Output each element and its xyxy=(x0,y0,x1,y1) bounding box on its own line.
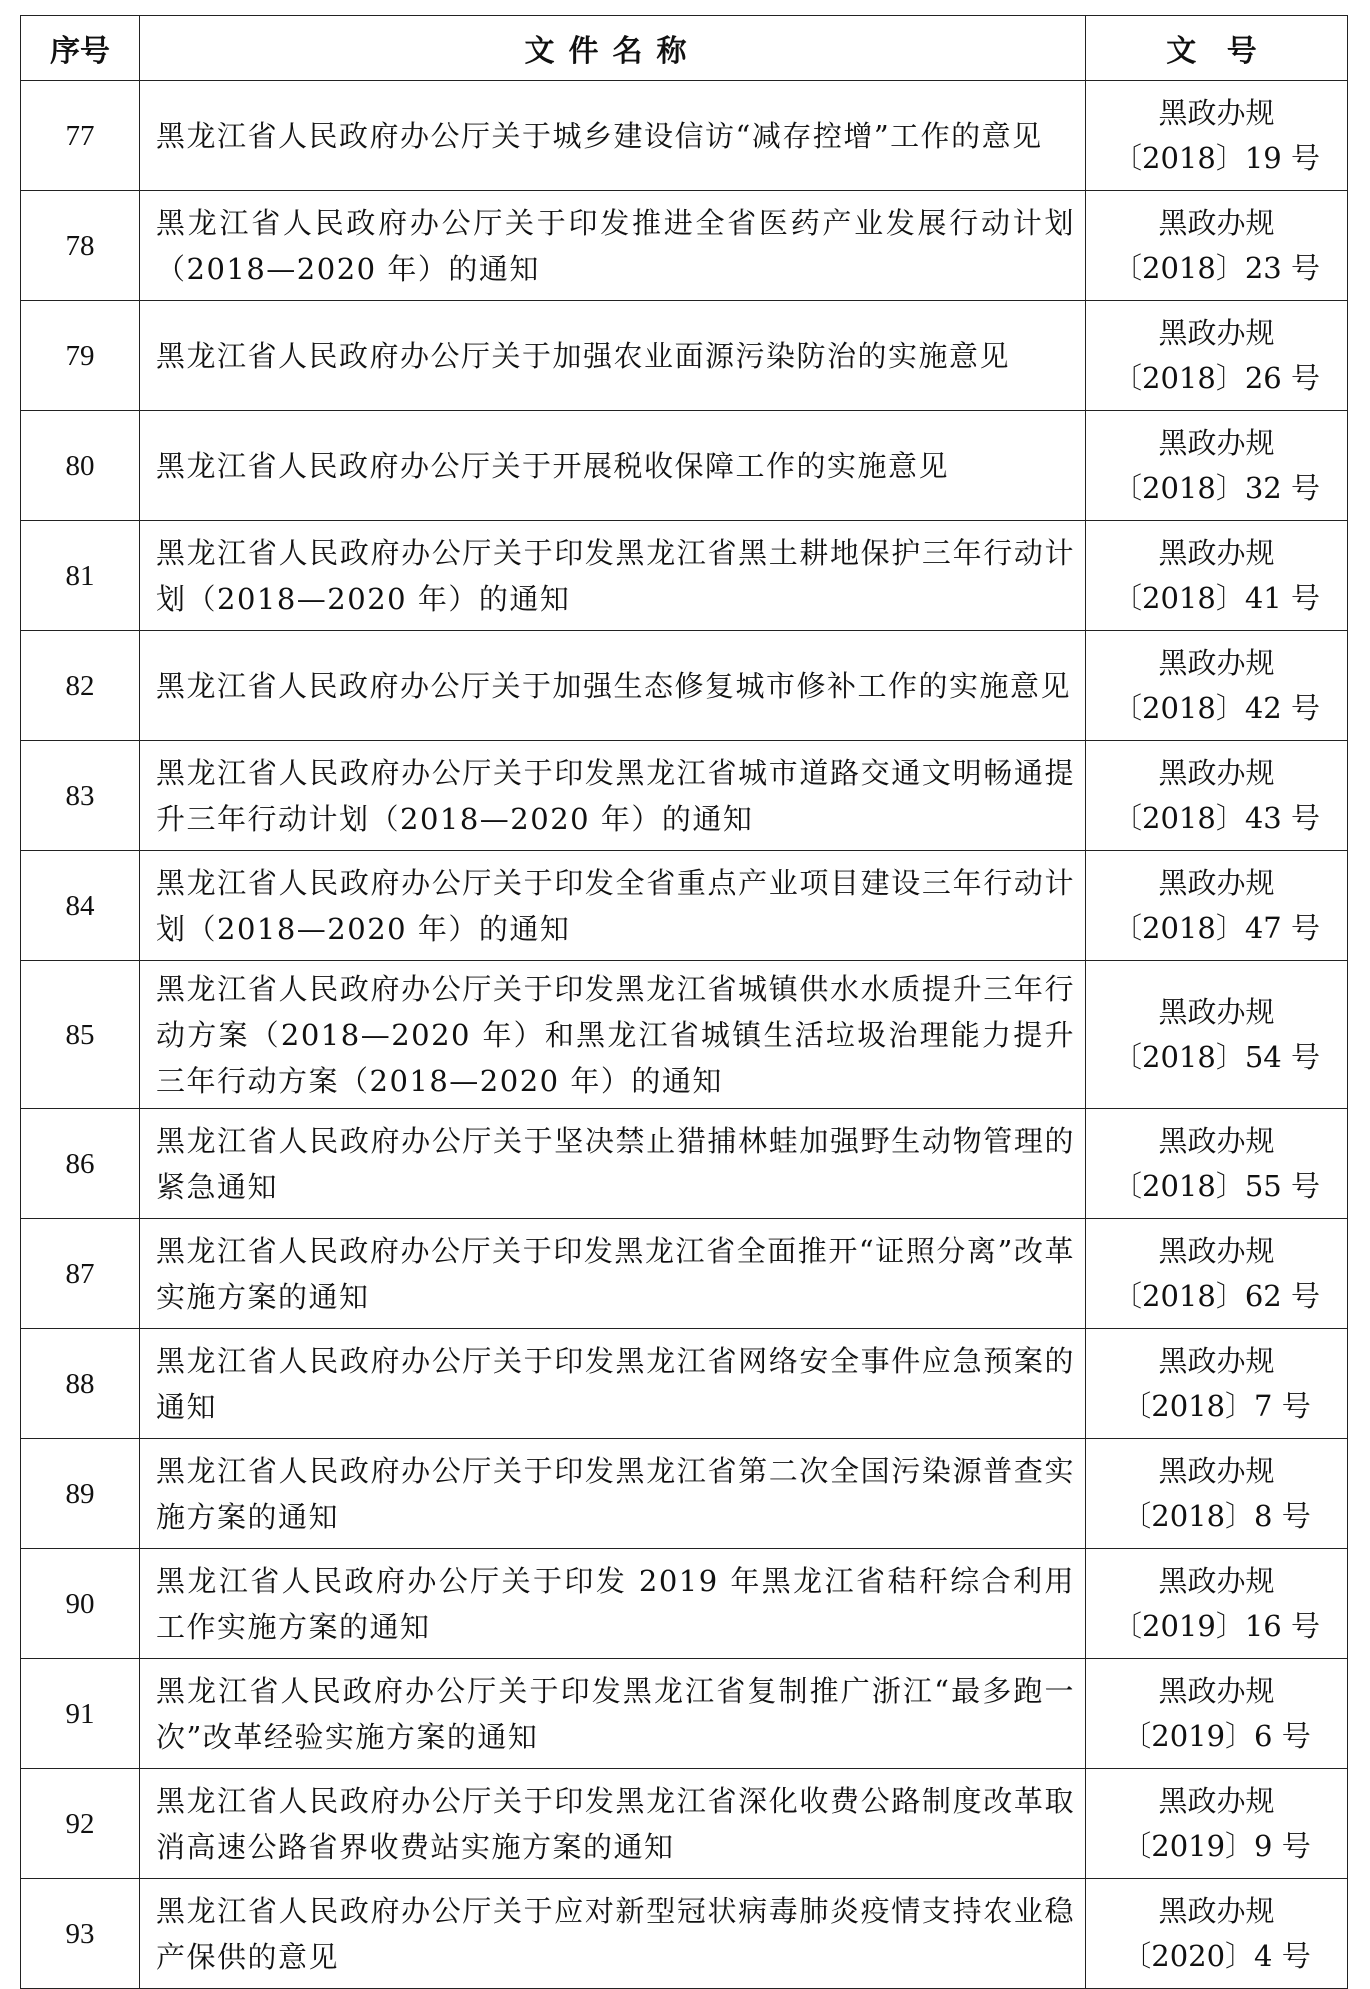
document-number-issuer: 黑政办规 xyxy=(1158,1783,1275,1818)
row-number: 81 xyxy=(21,521,140,631)
document-number xyxy=(1086,1109,1348,1219)
document-number-issuer: 黑政办规 xyxy=(1158,95,1275,130)
document-number xyxy=(1086,301,1348,411)
document-number-serial: 〔2018〕23 号 xyxy=(1113,250,1320,285)
document-number xyxy=(1086,411,1348,521)
table-row xyxy=(21,1659,1348,1769)
document-number-issuer: 黑政办规 xyxy=(1158,1233,1275,1268)
row-number: 88 xyxy=(21,1329,140,1439)
document-number xyxy=(1086,191,1348,301)
file-name: 黑龙江省人民政府办公厅关于印发黑龙江省城市道路交通文明畅通提升三年行动计划（2018—2020 年）的通知 xyxy=(140,741,1086,851)
table-row xyxy=(21,631,1348,741)
document-number-issuer: 黑政办规 xyxy=(1158,1893,1275,1928)
row-number: 79 xyxy=(21,301,140,411)
row-number: 87 xyxy=(21,1219,140,1329)
file-name: 黑龙江省人民政府办公厅关于印发全省重点产业项目建设三年行动计划（2018—2020 年）的通知 xyxy=(140,851,1086,961)
document-number-issuer: 黑政办规 xyxy=(1158,1343,1275,1378)
header-number: 序号 xyxy=(21,16,140,81)
row-number: 93 xyxy=(21,1879,140,1989)
table-body xyxy=(21,81,1348,1989)
table-row xyxy=(21,1549,1348,1659)
table-header-row xyxy=(21,16,1348,81)
document-number-serial: 〔2018〕47 号 xyxy=(1113,910,1320,945)
row-number: 78 xyxy=(21,191,140,301)
document-number xyxy=(1086,1439,1348,1549)
header-file-name: 文件名称 xyxy=(140,16,1086,81)
file-name: 黑龙江省人民政府办公厅关于印发推进全省医药产业发展行动计划（2018—2020 年）的通知 xyxy=(140,191,1086,301)
document-number-issuer: 黑政办规 xyxy=(1158,1563,1275,1598)
file-name: 黑龙江省人民政府办公厅关于加强农业面源污染防治的实施意见 xyxy=(140,301,1086,411)
document-number-serial: 〔2018〕7 号 xyxy=(1122,1388,1311,1423)
file-name: 黑龙江省人民政府办公厅关于印发黑龙江省深化收费公路制度改革取消高速公路省界收费站实施方案的通知 xyxy=(140,1769,1086,1879)
table-row xyxy=(21,1439,1348,1549)
table-row xyxy=(21,301,1348,411)
table-row xyxy=(21,1329,1348,1439)
table-row xyxy=(21,1109,1348,1219)
row-number: 90 xyxy=(21,1549,140,1659)
document-number xyxy=(1086,1329,1348,1439)
table-row xyxy=(21,521,1348,631)
document-number-serial: 〔2019〕16 号 xyxy=(1113,1608,1320,1643)
document-number xyxy=(1086,81,1348,191)
document-number xyxy=(1086,741,1348,851)
table-row xyxy=(21,851,1348,961)
row-number: 84 xyxy=(21,851,140,961)
document-number-serial: 〔2018〕26 号 xyxy=(1113,360,1320,395)
document-number xyxy=(1086,1219,1348,1329)
table-row xyxy=(21,191,1348,301)
row-number: 92 xyxy=(21,1769,140,1879)
document-table xyxy=(20,15,1348,1989)
table-row xyxy=(21,81,1348,191)
document-number-issuer: 黑政办规 xyxy=(1158,1453,1275,1488)
file-name: 黑龙江省人民政府办公厅关于印发黑龙江省城镇供水水质提升三年行动方案（2018—2020 年）和黑龙江省城镇生活垃圾治理能力提升三年行动方案（2018—2020 年）的通知 xyxy=(140,961,1086,1109)
row-number: 85 xyxy=(21,961,140,1109)
table-row xyxy=(21,1769,1348,1879)
document-number-serial: 〔2018〕54 号 xyxy=(1113,1039,1320,1074)
document-number xyxy=(1086,1659,1348,1769)
document-number xyxy=(1086,961,1348,1109)
file-name: 黑龙江省人民政府办公厅关于印发黑龙江省网络安全事件应急预案的通知 xyxy=(140,1329,1086,1439)
file-name: 黑龙江省人民政府办公厅关于印发黑龙江省第二次全国污染源普查实施方案的通知 xyxy=(140,1439,1086,1549)
table-row xyxy=(21,1219,1348,1329)
document-number xyxy=(1086,851,1348,961)
row-number: 80 xyxy=(21,411,140,521)
document-number-issuer: 黑政办规 xyxy=(1158,535,1275,570)
file-name: 黑龙江省人民政府办公厅关于应对新型冠状病毒肺炎疫情支持农业稳产保供的意见 xyxy=(140,1879,1086,1989)
document-number-serial: 〔2018〕43 号 xyxy=(1113,800,1320,835)
file-name: 黑龙江省人民政府办公厅关于印发黑龙江省黑土耕地保护三年行动计划（2018—2020 年）的通知 xyxy=(140,521,1086,631)
document-number xyxy=(1086,1769,1348,1879)
row-number: 91 xyxy=(21,1659,140,1769)
document-number-serial: 〔2018〕42 号 xyxy=(1113,690,1320,725)
file-name: 黑龙江省人民政府办公厅关于印发黑龙江省复制推广浙江“最多跑一次”改革经验实施方案的通知 xyxy=(140,1659,1086,1769)
document-number xyxy=(1086,631,1348,741)
document-number-issuer: 黑政办规 xyxy=(1158,315,1275,350)
document-number-serial: 〔2019〕9 号 xyxy=(1122,1828,1311,1863)
table-row xyxy=(21,411,1348,521)
table-row xyxy=(21,741,1348,851)
row-number: 83 xyxy=(21,741,140,851)
document-number-serial: 〔2018〕41 号 xyxy=(1113,580,1320,615)
header-document-number: 文 号 xyxy=(1086,16,1348,81)
document-number-issuer: 黑政办规 xyxy=(1158,755,1275,790)
file-name: 黑龙江省人民政府办公厅关于印发 2019 年黑龙江省秸秆综合利用工作实施方案的通知 xyxy=(140,1549,1086,1659)
document-number xyxy=(1086,521,1348,631)
table-row xyxy=(21,961,1348,1109)
document-number-serial: 〔2018〕55 号 xyxy=(1113,1168,1320,1203)
document-number-serial: 〔2018〕8 号 xyxy=(1122,1498,1311,1533)
document-number-serial: 〔2018〕62 号 xyxy=(1113,1278,1320,1313)
document-number-issuer: 黑政办规 xyxy=(1158,994,1275,1029)
table-row xyxy=(21,1879,1348,1989)
document-number-serial: 〔2019〕6 号 xyxy=(1122,1718,1311,1753)
document-number-issuer: 黑政办规 xyxy=(1158,205,1275,240)
file-name: 黑龙江省人民政府办公厅关于坚决禁止猎捕林蛙加强野生动物管理的紧急通知 xyxy=(140,1109,1086,1219)
document-number xyxy=(1086,1879,1348,1989)
file-name: 黑龙江省人民政府办公厅关于加强生态修复城市修补工作的实施意见 xyxy=(140,631,1086,741)
document-number-serial: 〔2018〕19 号 xyxy=(1113,140,1320,175)
document-number-issuer: 黑政办规 xyxy=(1158,865,1275,900)
row-number: 82 xyxy=(21,631,140,741)
document-number-issuer: 黑政办规 xyxy=(1158,1123,1275,1158)
file-name: 黑龙江省人民政府办公厅关于城乡建设信访“减存控增”工作的意见 xyxy=(140,81,1086,191)
file-name: 黑龙江省人民政府办公厅关于开展税收保障工作的实施意见 xyxy=(140,411,1086,521)
document-number-issuer: 黑政办规 xyxy=(1158,1673,1275,1708)
file-name: 黑龙江省人民政府办公厅关于印发黑龙江省全面推开“证照分离”改革实施方案的通知 xyxy=(140,1219,1086,1329)
row-number: 77 xyxy=(21,81,140,191)
document-number-serial: 〔2018〕32 号 xyxy=(1113,470,1320,505)
document-number-issuer: 黑政办规 xyxy=(1158,645,1275,680)
row-number: 86 xyxy=(21,1109,140,1219)
document-number-serial: 〔2020〕4 号 xyxy=(1122,1938,1311,1973)
row-number: 89 xyxy=(21,1439,140,1549)
document-number-issuer: 黑政办规 xyxy=(1158,425,1275,460)
document-number xyxy=(1086,1549,1348,1659)
